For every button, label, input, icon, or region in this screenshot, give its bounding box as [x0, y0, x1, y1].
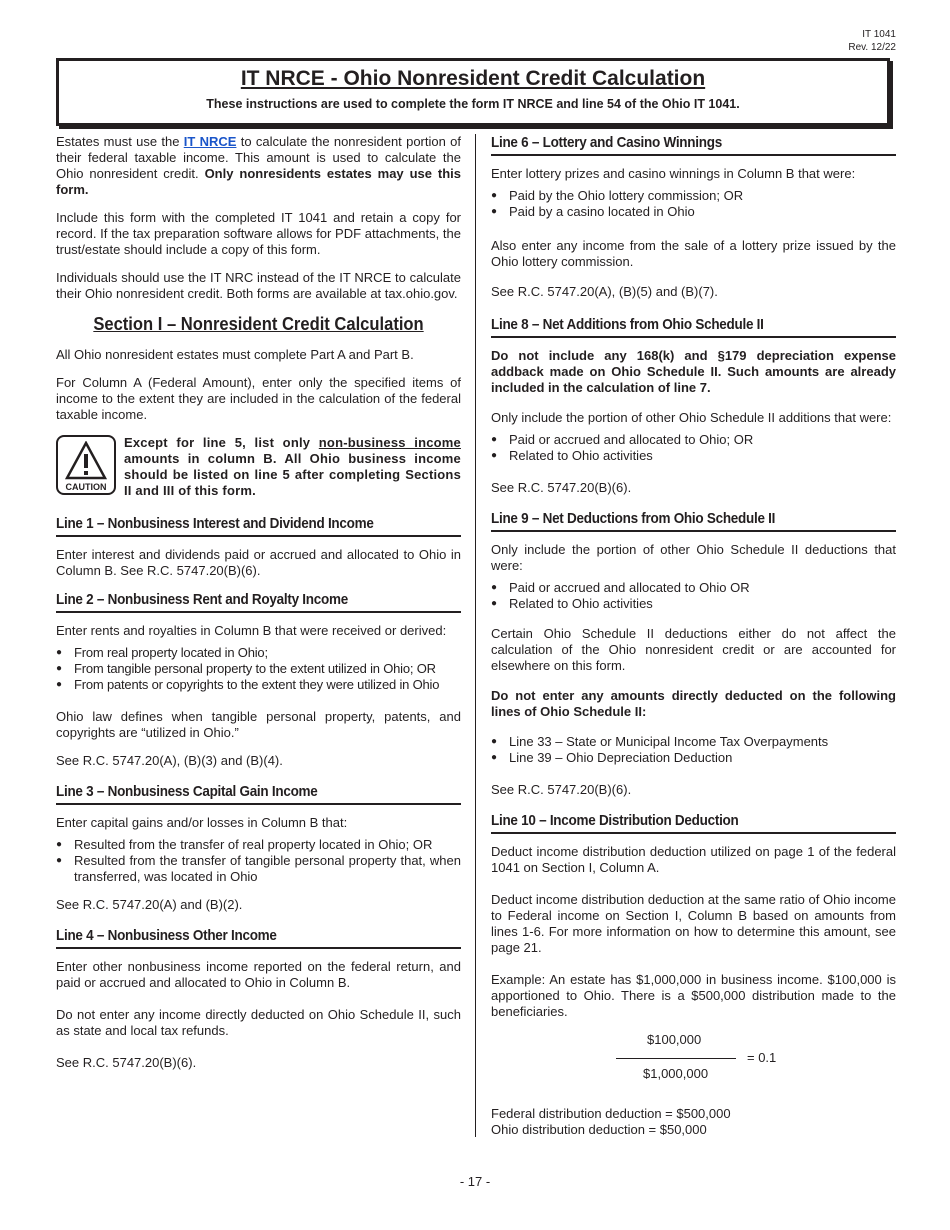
- line1-heading: Line 1 – Nonbusiness Interest and Dividend Income: [56, 515, 461, 537]
- line4-heading: Line 4 – Nonbusiness Other Income: [56, 927, 461, 949]
- header-box: [56, 58, 890, 126]
- list-item: ● Related to Ohio activities: [491, 448, 896, 464]
- section-paragraph-2: For Column A (Federal Amount), enter only the specified items of income to the extent they are included in the calculation of the federal taxable income.: [56, 375, 461, 422]
- line6-text: Enter lottery prizes and casino winnings in Column B that were:: [491, 166, 856, 181]
- right-column: [491, 134, 896, 1138]
- line2-text-2: Ohio law defines when tangible personal property, patents, and copyrights are “utilized in Ohio.”: [56, 709, 461, 740]
- line10-text-2: Deduct income distribution deduction at the same ratio of Ohio income to Federal income on Section I, Column B based on amounts from lines 1-6. For more information on how to determine this amount, see page 21.: [491, 892, 896, 955]
- line10-text-1: Deduct income distribution deduction utilized on page 1 of the federal 1041 on Section I, Column A.: [491, 844, 896, 875]
- line1-text: Enter interest and dividends paid or accrued and allocated to Ohio in Column B. See R.C. 5747.20(B)(6).: [56, 547, 461, 578]
- fraction-result: = 0.1: [747, 1050, 777, 1065]
- line3-text: Enter capital gains and/or losses in Column B that:: [56, 815, 348, 830]
- fraction-bar: [616, 1058, 736, 1059]
- line4-text-3: See R.C. 5747.20(B)(6).: [56, 1055, 197, 1070]
- caution-icon: [56, 435, 116, 495]
- line6-list: [491, 188, 896, 220]
- list-item: ● Resulted from the transfer of real property located in Ohio; OR: [56, 837, 461, 853]
- line9-text-2: Certain Ohio Schedule II deductions either do not affect the calculation of the Ohio nonresident credit or are accounted for elsewhere on this form.: [491, 626, 896, 673]
- line10-text-3: Example: An estate has $1,000,000 in business income. $100,000 is apportioned to Ohio. There is a $500,000 distribution made to the beneficiaries.: [491, 972, 896, 1019]
- left-column: [56, 134, 461, 1083]
- line9-text: Only include the portion of other Ohio Schedule II deductions that were:: [491, 542, 896, 573]
- example-fraction: [491, 1032, 896, 1092]
- line8-heading: Line 8 – Net Additions from Ohio Schedule II: [491, 316, 896, 338]
- list-item: ● Related to Ohio activities: [491, 596, 896, 612]
- line4-text-2: Do not enter any income directly deducted on Ohio Schedule II, such as state and local tax refunds.: [56, 1007, 461, 1038]
- federal-deduction: Federal distribution deduction = $500,000: [491, 1106, 731, 1121]
- it-nrce-link[interactable]: IT NRCE: [183, 134, 237, 149]
- list-item: ● Paid by a casino located in Ohio: [491, 204, 896, 220]
- list-item: ● From real property located in Ohio;: [56, 645, 461, 661]
- line8-bold-text: Do not include any 168(k) and §179 depreciation expense addback made on Ohio Schedule II. Such amounts are already included in the calculation of line 7.: [491, 348, 896, 395]
- line6-text-3: See R.C. 5747.20(A), (B)(5) and (B)(7).: [491, 284, 718, 299]
- page-subtitle: These instructions are used to complete the form IT NRCE and line 54 of the Ohio IT 1041.: [206, 97, 740, 111]
- page-number: - 17 -: [459, 1174, 491, 1189]
- line2-text: Enter rents and royalties in Column B that were received or derived:: [56, 623, 447, 638]
- line2-heading: Line 2 – Nonbusiness Rent and Royalty Income: [56, 591, 461, 613]
- line2-list: [56, 645, 461, 693]
- form-revision: Rev. 12/22: [848, 42, 896, 53]
- intro-paragraph-2: Include this form with the completed IT 1041 and retain a copy for record. If the tax preparation software allows for PDF attachments, the trust/estate should include a copy of this form.: [56, 210, 461, 257]
- line8-text: Only include the portion of other Ohio Schedule II additions that were:: [491, 410, 892, 425]
- section-paragraph-1: All Ohio nonresident estates must complete Part A and Part B.: [56, 347, 414, 362]
- line3-heading: Line 3 – Nonbusiness Capital Gain Income: [56, 783, 461, 805]
- fraction-numerator: $100,000: [647, 1032, 702, 1047]
- list-item: ● From tangible personal property to the extent utilized in Ohio; OR: [56, 661, 461, 677]
- fraction-denominator: $1,000,000: [643, 1066, 709, 1081]
- caution-box: [56, 435, 461, 499]
- line9-text-3: See R.C. 5747.20(B)(6).: [491, 782, 632, 797]
- section-title: Section I – Nonresident Credit Calculation: [93, 314, 424, 334]
- caution-label: CAUTION: [65, 482, 107, 492]
- line9-list-2: [491, 734, 896, 766]
- line6-heading: Line 6 – Lottery and Casino Winnings: [491, 134, 896, 156]
- ohio-deduction: Ohio distribution deduction = $50,000: [491, 1122, 707, 1137]
- line6-text-2: Also enter any income from the sale of a lottery prize issued by the Ohio lottery commission.: [491, 238, 896, 269]
- line2-text-3: See R.C. 5747.20(A), (B)(3) and (B)(4).: [56, 753, 283, 768]
- intro-paragraph-1: Estates must use the IT NRCE to calculate the nonresident portion of their federal taxable income. This amount is used to calculate the Ohio nonresident credit. Only nonresidents estates may use this form.: [56, 134, 462, 197]
- line10-heading: Line 10 – Income Distribution Deduction: [491, 812, 896, 834]
- line8-text-2: See R.C. 5747.20(B)(6).: [491, 480, 632, 495]
- line3-text-2: See R.C. 5747.20(A) and (B)(2).: [56, 897, 243, 912]
- intro-paragraph-3: Individuals should use the IT NRC instead of the IT NRCE to calculate their Ohio nonresident credit. Both forms are available at tax.ohio.gov.: [56, 270, 461, 301]
- list-item: ● Line 39 – Ohio Depreciation Deduction: [491, 750, 896, 766]
- line9-heading: Line 9 – Net Deductions from Ohio Schedule II: [491, 510, 896, 532]
- form-id: [848, 28, 896, 54]
- line9-bold-text: Do not enter any amounts directly deducted on the following lines of Ohio Schedule II:: [491, 688, 896, 719]
- line3-list: [56, 837, 461, 885]
- list-item: ● From patents or copyrights to the extent they were utilized in Ohio: [56, 677, 461, 693]
- form-number: IT 1041: [862, 29, 896, 40]
- line9-list: [491, 580, 896, 612]
- list-item: ● Line 33 – State or Municipal Income Tax Overpayments: [491, 734, 896, 750]
- list-item: ● Resulted from the transfer of tangible personal property that, when transferred, was located in Ohio: [56, 853, 461, 885]
- list-item: ● Paid or accrued and allocated to Ohio; OR: [491, 432, 896, 448]
- line8-list: [491, 432, 896, 464]
- list-item: ● Paid or accrued and allocated to Ohio OR: [491, 580, 896, 596]
- column-divider: [475, 134, 476, 1137]
- line4-text: Enter other nonbusiness income reported on the federal return, and paid or accrued and allocated to Ohio in Column B.: [56, 959, 461, 990]
- caution-text: Except for line 5, list only non-business income amounts in column B. All Ohio business income should be listed on line 5 after completing Sections II and III of this form.: [124, 435, 461, 498]
- list-item: ● Paid by the Ohio lottery commission; OR: [491, 188, 896, 204]
- page-title: IT NRCE - Ohio Nonresident Credit Calculation: [240, 67, 706, 90]
